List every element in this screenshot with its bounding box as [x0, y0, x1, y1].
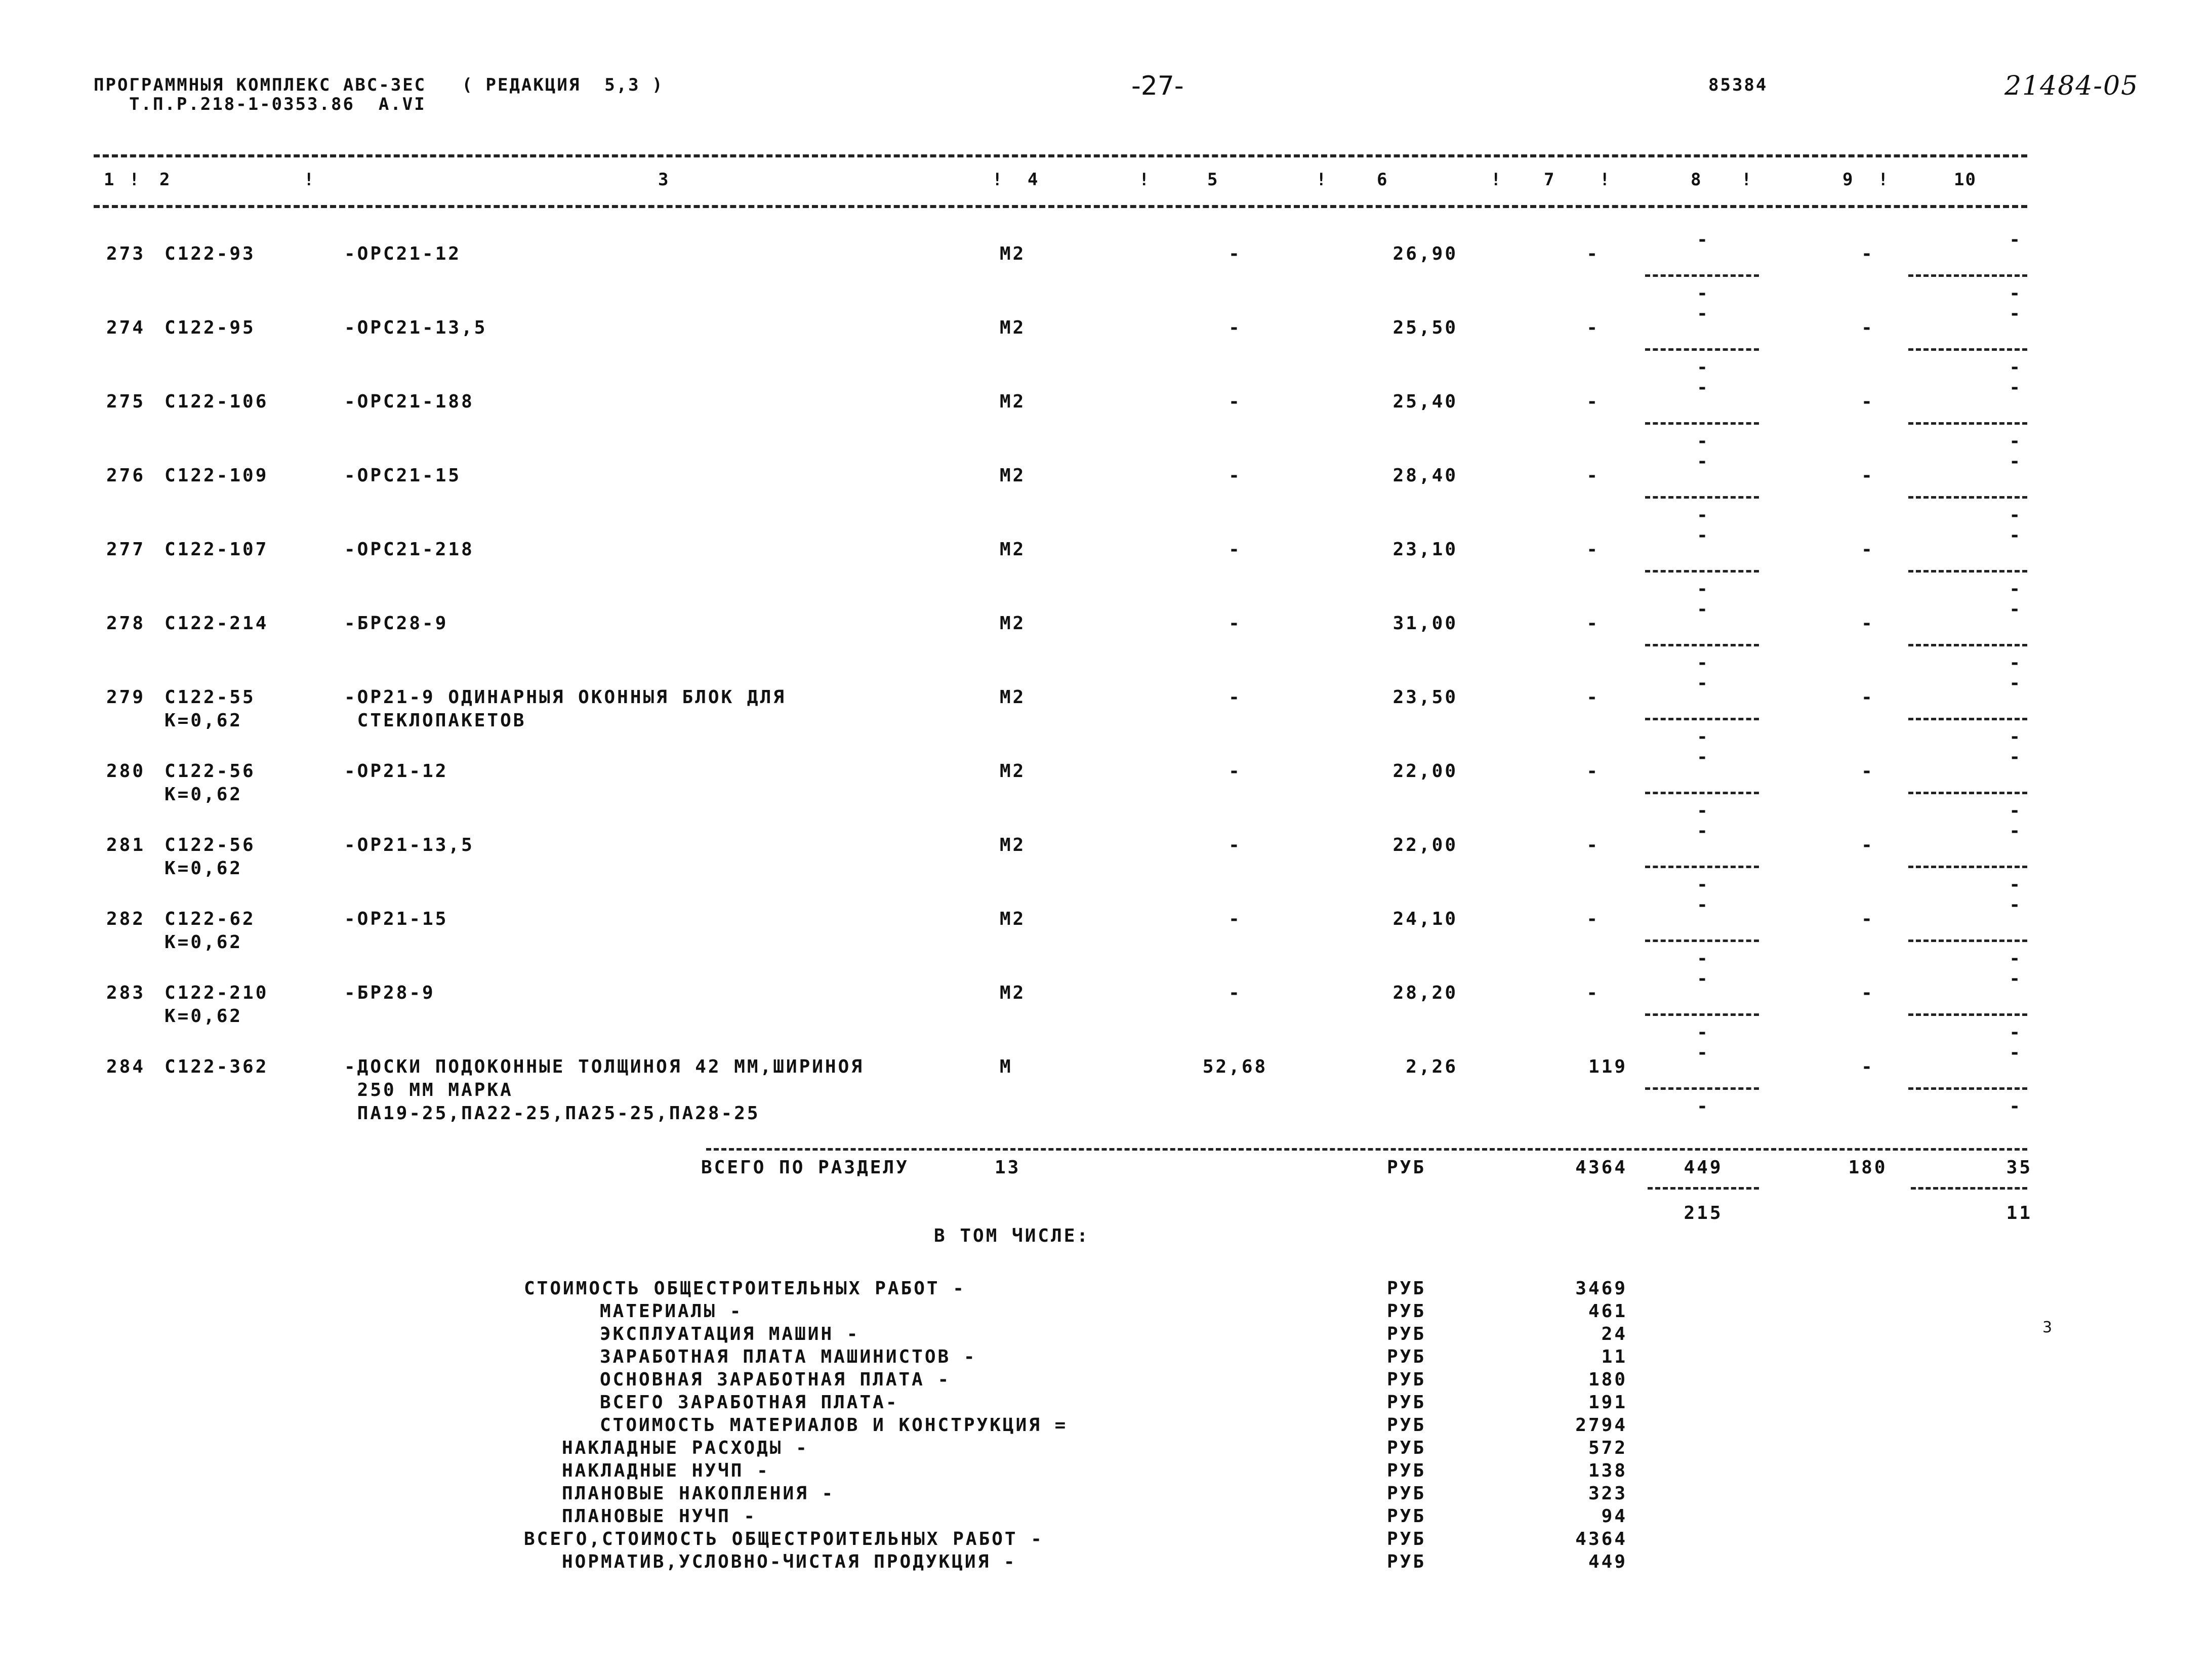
summary-value: 94 [1601, 1506, 1627, 1527]
section-total-unit: РУБ [1387, 1157, 1426, 1178]
item-description: -ОРС21-218 [344, 539, 474, 560]
unit-price: 26,90 [1392, 243, 1458, 264]
summary-value: 11 [1601, 1346, 1627, 1367]
unit: М2 [1000, 983, 1026, 1003]
col10-top: - [2009, 377, 2022, 398]
col10-rule [1908, 644, 2027, 646]
column-separator: ! [304, 170, 315, 190]
handwritten-reference: 21484-05 [2004, 71, 2139, 101]
col7-value: - [1586, 539, 1600, 560]
col9-value: - [1861, 465, 1874, 486]
col8-top: - [1697, 747, 1710, 767]
summary-unit: РУБ [1387, 1483, 1426, 1504]
summary-label: МАТЕРИАЛЫ - [600, 1301, 743, 1322]
col9-value: - [1861, 613, 1874, 634]
col8-top: - [1697, 968, 1710, 989]
section-total-label: ВСЕГО ПО РАЗДЕЛУ [701, 1157, 909, 1178]
price-code: С122-362 [165, 1056, 269, 1077]
unit: М2 [1000, 465, 1026, 486]
col8-top: - [1697, 821, 1710, 841]
col8-rule [1645, 348, 1759, 351]
col10-bottom: - [2009, 431, 2022, 452]
summary-value: 138 [1588, 1460, 1627, 1481]
col10-top: - [2009, 303, 2022, 324]
summary-unit: РУБ [1387, 1369, 1426, 1390]
quantity: - [1228, 317, 1242, 338]
section-total-col8-rule [1648, 1187, 1759, 1190]
unit-price: 2,26 [1406, 1056, 1458, 1077]
coefficient: К=0,62 [165, 932, 243, 953]
summary-value: 449 [1588, 1551, 1627, 1572]
col8-top: - [1697, 303, 1710, 324]
section-total-col10-rule [1911, 1187, 2027, 1190]
col10-rule [1908, 274, 2027, 277]
summary-label: ПЛАНОВЫЕ НУЧП - [562, 1506, 757, 1527]
col9-value: - [1861, 317, 1874, 338]
col9-value: - [1861, 983, 1874, 1003]
price-code: С122-106 [165, 391, 269, 412]
column-number: 1 [104, 170, 115, 190]
quantity: - [1228, 687, 1242, 708]
including-label: В ТОМ ЧИСЛЕ: [934, 1226, 1090, 1246]
col8-top: - [1697, 599, 1710, 620]
col9-value: - [1861, 835, 1874, 855]
unit-price: 25,50 [1392, 317, 1458, 338]
summary-value: 323 [1588, 1483, 1627, 1504]
summary-label: НОРМАТИВ,УСЛОВНО-ЧИСТАЯ ПРОДУКЦИЯ - [562, 1551, 1017, 1572]
item-description: -БРС28-9 [344, 613, 448, 634]
row-number: 274 [106, 317, 146, 338]
col10-top: - [2009, 747, 2022, 767]
summary-unit: РУБ [1387, 1506, 1426, 1527]
col8-bottom: - [1697, 726, 1710, 747]
col7-value: - [1586, 835, 1600, 855]
col8-top: - [1697, 229, 1710, 250]
col10-bottom: - [2009, 357, 2022, 378]
unit: М2 [1000, 243, 1026, 264]
item-description: -ОРС21-188 [344, 391, 474, 412]
price-code: С122-107 [165, 539, 269, 560]
col10-rule [1908, 866, 2027, 868]
col8-rule [1645, 792, 1759, 794]
col8-bottom: - [1697, 357, 1710, 378]
col10-rule [1908, 1087, 2027, 1090]
price-code: С122-210 [165, 983, 269, 1003]
col9-value: - [1861, 243, 1874, 264]
unit-price: 24,10 [1392, 909, 1458, 929]
section-total-col7: 4364 [1575, 1157, 1627, 1178]
row-number: 273 [106, 243, 146, 264]
col7-value: - [1586, 465, 1600, 486]
col8-rule [1645, 274, 1759, 277]
column-separator: ! [1491, 170, 1502, 190]
col9-value: - [1861, 539, 1874, 560]
col8-rule [1645, 1087, 1759, 1090]
quantity: - [1228, 243, 1242, 264]
document-code: 85384 [1708, 75, 1768, 95]
summary-value: 461 [1588, 1301, 1627, 1322]
col10-bottom: - [2009, 800, 2022, 821]
col8-rule [1645, 1013, 1759, 1016]
quantity: - [1228, 391, 1242, 412]
summary-value: 4364 [1575, 1529, 1627, 1549]
unit-price: 28,20 [1392, 983, 1458, 1003]
summary-label: ЭКСПЛУАТАЦИЯ МАШИН - [600, 1324, 860, 1344]
unit-price: 22,00 [1392, 761, 1458, 782]
quantity: - [1228, 909, 1242, 929]
quantity: - [1228, 835, 1242, 855]
col10-top: - [2009, 1042, 2022, 1063]
header-rule-bottom [94, 205, 2027, 208]
col8-bottom: - [1697, 1022, 1710, 1043]
col10-top: - [2009, 599, 2022, 620]
quantity: - [1228, 983, 1242, 1003]
col10-bottom: - [2009, 726, 2022, 747]
col8-bottom: - [1697, 1096, 1710, 1117]
item-description: -ДОСКИ ПОДОКОННЫЕ ТОЛЩИНОЯ 42 ММ,ШИРИНОЯ [344, 1056, 864, 1077]
margin-mark: 3 [2042, 1319, 2053, 1336]
column-separator: ! [1600, 170, 1611, 190]
row-number: 276 [106, 465, 146, 486]
item-description: -БР28-9 [344, 983, 435, 1003]
col8-rule [1645, 644, 1759, 646]
col9-value: - [1861, 761, 1874, 782]
col8-bottom: - [1697, 283, 1710, 304]
col9-value: - [1861, 687, 1874, 708]
price-code: С122-214 [165, 613, 269, 634]
row-number: 280 [106, 761, 146, 782]
summary-value: 180 [1588, 1369, 1627, 1390]
quantity: - [1228, 465, 1242, 486]
unit: М2 [1000, 761, 1026, 782]
summary-label: ПЛАНОВЫЕ НАКОПЛЕНИЯ - [562, 1483, 835, 1504]
summary-label: ВСЕГО,СТОИМОСТЬ ОБЩЕСТРОИТЕЛЬНЫХ РАБОТ - [524, 1529, 1044, 1549]
unit: М [1000, 1056, 1013, 1077]
summary-label: ОСНОВНАЯ ЗАРАБОТНАЯ ПЛАТА - [600, 1369, 951, 1390]
summary-value: 191 [1588, 1392, 1627, 1413]
col8-top: - [1697, 1042, 1710, 1063]
unit-price: 22,00 [1392, 835, 1458, 855]
project-code: Т.П.Р.218-1-0353.86 А.VI [129, 94, 426, 114]
col8-bottom: - [1697, 579, 1710, 599]
col8-rule [1645, 570, 1759, 573]
header-rule-top [94, 154, 2027, 157]
col10-rule [1908, 348, 2027, 351]
col8-bottom: - [1697, 874, 1710, 895]
column-number: 4 [1028, 170, 1039, 190]
page-number: -27- [1131, 71, 1184, 101]
item-description: -ОР21-13,5 [344, 835, 474, 855]
summary-label: СТОИМОСТЬ ОБЩЕСТРОИТЕЛЬНЫХ РАБОТ - [524, 1278, 966, 1299]
row-number: 279 [106, 687, 146, 708]
col7-value: - [1586, 317, 1600, 338]
col8-rule [1645, 940, 1759, 942]
coefficient: К=0,62 [165, 784, 243, 805]
price-code: С122-109 [165, 465, 269, 486]
summary-label: НАКЛАДНЫЕ НУЧП - [562, 1460, 770, 1481]
coefficient: К=0,62 [165, 710, 243, 731]
col10-rule [1908, 422, 2027, 425]
col8-top: - [1697, 377, 1710, 398]
col10-bottom: - [2009, 874, 2022, 895]
col10-bottom: - [2009, 579, 2022, 599]
quantity: 52,68 [1202, 1056, 1268, 1077]
item-description: -ОР21-12 [344, 761, 448, 782]
summary-unit: РУБ [1387, 1346, 1426, 1367]
row-number: 277 [106, 539, 146, 560]
col10-rule [1908, 718, 2027, 720]
col9-value: - [1861, 909, 1874, 929]
col8-bottom: - [1697, 652, 1710, 673]
summary-value: 3469 [1575, 1278, 1627, 1299]
column-number: 2 [159, 170, 171, 190]
coefficient: К=0,62 [165, 1006, 243, 1027]
column-number: 8 [1691, 170, 1702, 190]
summary-label: ЗАРАБОТНАЯ ПЛАТА МАШИНИСТОВ - [600, 1346, 977, 1367]
col8-bottom: - [1697, 800, 1710, 821]
col10-top: - [2009, 451, 2022, 472]
section-total-rule [706, 1148, 2027, 1151]
summary-label: СТОИМОСТЬ МАТЕРИАЛОВ И КОНСТРУКЦИЯ = [600, 1415, 1068, 1436]
summary-value: 2794 [1575, 1415, 1627, 1436]
row-number: 278 [106, 613, 146, 634]
row-number: 282 [106, 909, 146, 929]
unit-price: 23,50 [1392, 687, 1458, 708]
item-description: -ОРС21-15 [344, 465, 462, 486]
price-code: С122-95 [165, 317, 256, 338]
summary-unit: РУБ [1387, 1415, 1426, 1436]
col8-rule [1645, 866, 1759, 868]
column-number: 9 [1842, 170, 1854, 190]
item-description: -ОРС21-12 [344, 243, 462, 264]
column-separator: ! [1878, 170, 1890, 190]
summary-unit: РУБ [1387, 1529, 1426, 1549]
col7-value: - [1586, 613, 1600, 634]
column-number: 5 [1207, 170, 1219, 190]
program-title: ПРОГРАММНЫЯ КОМПЛЕКС АВС-ЗЕС ( РЕДАКЦИЯ 5,3 ) [94, 75, 664, 95]
col8-rule [1645, 422, 1759, 425]
unit: М2 [1000, 835, 1026, 855]
col10-top: - [2009, 894, 2022, 915]
col10-rule [1908, 1013, 2027, 1016]
col10-bottom: - [2009, 283, 2022, 304]
col8-top: - [1697, 894, 1710, 915]
unit: М2 [1000, 909, 1026, 929]
col8-rule [1645, 496, 1759, 499]
row-number: 284 [106, 1056, 146, 1077]
unit-price: 25,40 [1392, 391, 1458, 412]
unit: М2 [1000, 391, 1026, 412]
section-total-col9: 180 [1848, 1157, 1888, 1178]
item-description: -ОР21-9 ОДИНАРНЫЯ ОКОННЫЯ БЛОК ДЛЯ [344, 687, 786, 708]
column-separator: ! [129, 170, 141, 190]
summary-label: НАКЛАДНЫЕ РАСХОДЫ - [562, 1438, 809, 1458]
summary-value: 572 [1588, 1438, 1627, 1458]
summary-label: ВСЕГО ЗАРАБОТНАЯ ПЛАТА- [600, 1392, 899, 1413]
unit-price: 28,40 [1392, 465, 1458, 486]
row-number: 281 [106, 835, 146, 855]
col7-value: - [1586, 761, 1600, 782]
item-description: 250 ММ МАРКА [344, 1080, 513, 1100]
col10-rule [1908, 496, 2027, 499]
column-number: 7 [1544, 170, 1555, 190]
col7-value: - [1586, 909, 1600, 929]
summary-unit: РУБ [1387, 1460, 1426, 1481]
col10-bottom: - [2009, 1096, 2022, 1117]
unit: М2 [1000, 317, 1026, 338]
unit: М2 [1000, 613, 1026, 634]
col8-bottom: - [1697, 431, 1710, 452]
column-number: 6 [1377, 170, 1388, 190]
unit: М2 [1000, 539, 1026, 560]
col10-bottom: - [2009, 948, 2022, 969]
col10-bottom: - [2009, 652, 2022, 673]
summary-unit: РУБ [1387, 1278, 1426, 1299]
section-total-col8-bottom: 215 [1684, 1203, 1723, 1223]
col8-top: - [1697, 525, 1710, 546]
col8-bottom: - [1697, 948, 1710, 969]
col10-bottom: - [2009, 505, 2022, 525]
col8-top: - [1697, 673, 1710, 693]
row-number: 283 [106, 983, 146, 1003]
quantity: - [1228, 613, 1242, 634]
col10-rule [1908, 792, 2027, 794]
col10-top: - [2009, 968, 2022, 989]
summary-unit: РУБ [1387, 1438, 1426, 1458]
price-code: С122-55 [165, 687, 256, 708]
section-total-col8-top: 449 [1684, 1157, 1723, 1178]
column-separator: ! [1316, 170, 1328, 190]
col10-bottom: - [2009, 1022, 2022, 1043]
col8-bottom: - [1697, 505, 1710, 525]
section-total-col10-top: 35 [2006, 1157, 2032, 1178]
quantity: - [1228, 761, 1242, 782]
col10-rule [1908, 570, 2027, 573]
section-total-col10-bottom: 11 [2006, 1203, 2032, 1223]
summary-unit: РУБ [1387, 1301, 1426, 1322]
row-number: 275 [106, 391, 146, 412]
unit-price: 23,10 [1392, 539, 1458, 560]
quantity: - [1228, 539, 1242, 560]
summary-unit: РУБ [1387, 1324, 1426, 1344]
item-description: ПА19-25,ПА22-25,ПА25-25,ПА28-25 [344, 1103, 760, 1124]
summary-value: 24 [1601, 1324, 1627, 1344]
summary-unit: РУБ [1387, 1392, 1426, 1413]
col10-top: - [2009, 673, 2022, 693]
col7-value: - [1586, 391, 1600, 412]
column-number: 3 [658, 170, 670, 190]
col7-value: - [1586, 687, 1600, 708]
col8-rule [1645, 718, 1759, 720]
col10-top: - [2009, 821, 2022, 841]
item-description: -ОРС21-13,5 [344, 317, 487, 338]
col7-value: 119 [1588, 1056, 1627, 1077]
col7-value: - [1586, 243, 1600, 264]
col9-value: - [1861, 1056, 1874, 1077]
price-code: С122-93 [165, 243, 256, 264]
unit: М2 [1000, 687, 1026, 708]
column-separator: ! [1139, 170, 1151, 190]
unit-price: 31,00 [1392, 613, 1458, 634]
col9-value: - [1861, 391, 1874, 412]
section-total-count: 13 [995, 1157, 1021, 1178]
col7-value: - [1586, 983, 1600, 1003]
price-code: С122-56 [165, 835, 256, 855]
item-description: -ОР21-15 [344, 909, 448, 929]
price-code: С122-62 [165, 909, 256, 929]
col10-top: - [2009, 525, 2022, 546]
price-code: С122-56 [165, 761, 256, 782]
col10-top: - [2009, 229, 2022, 250]
item-description: СТЕКЛОПАКЕТОВ [344, 710, 526, 731]
column-number: 10 [1954, 170, 1977, 190]
coefficient: К=0,62 [165, 858, 243, 879]
column-separator: ! [992, 170, 1004, 190]
col8-top: - [1697, 451, 1710, 472]
column-separator: ! [1741, 170, 1753, 190]
summary-unit: РУБ [1387, 1551, 1426, 1572]
col10-rule [1908, 940, 2027, 942]
